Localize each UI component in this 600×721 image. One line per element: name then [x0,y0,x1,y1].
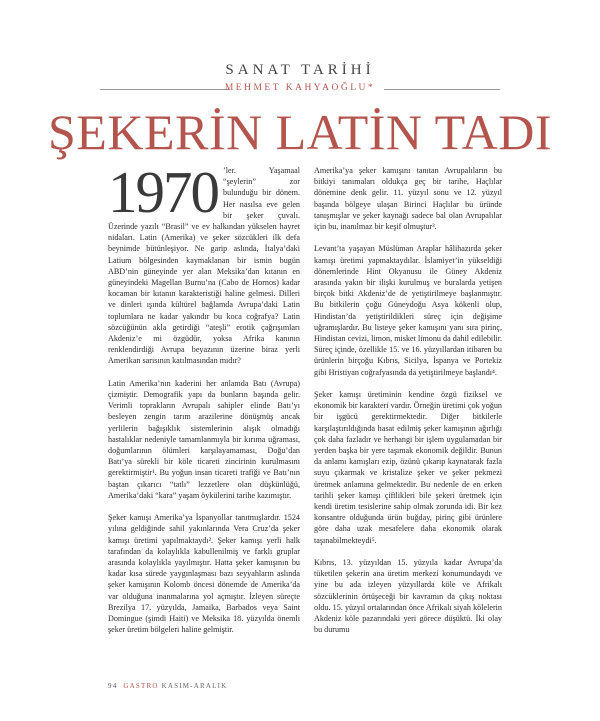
article-column-left [108,159,300,636]
article-paragraph: Şeker kamışı Amerika’ya İspanyollar tanıtmışlardır. 1524 yılına geldiğinde sahil yakınlarında Vera Cruz’da şeker kamışı üretimi yapılmaktaydı². Şeker kamışı yerli halk tarafından da kolaylıkla kabullenilmiş ve farklı gruplar arasında kolaylıkla yayılmıştır. Hatta şeker kamışının bu kadar kısa sürede yaygınlaşması bazı seyyahların aslında şeker kamışının Kolomb öncesi dönemde de Amerika’da var olduğuna inanmalarına yol açmıştır. İzleyen süreçte Brezilya 17. yüzyılda, Jamaika, Barbados veya Saint Domingue (şimdi Haiti) ve Meksika 18. yüzyılda önemli şeker üretim bölgeleri haline gelmiştir. [108,513,300,635]
article-column-right [314,165,502,635]
paragraph-text: ’ler. Yaşamaal “şeylerin” zor bulunduğu bir dönem. Her nasılsa eve gelen bir şeker çuvalı. Üzerinde yazılı “Brasil” ve ev halkından yükselen hayret nidaları. Latin (Amerika) ve şeker sözcükleri ilk defa beynimde bütünleşiyor. Ne garip aslında, İtalya’daki Latium bölgesinden kaymaklanan bir ismin bugün ABD’nin güneyinde yer alan Meksika’dan kıtanın en güneyindeki Magellan Burnu’na (Cabo de Hornos) kadar kocaman bir kıtanın karakteristiği haline gelmesi. Dilleri ve dinleri ışında kültürel bağlamda Avrupa’daki Latin toplumlara ne kadar yakındır bu koca coğrafya? Latin sözcüğünün akla getirdiği “ateşli” erotik çağrışımları Akdeniz’e mi özgüdür, yoksa Afrika kanının renklendirdiği Avrupa beyazının üzerine biraz yerli Amerikan sarısının katılmasından mıdır? [108,166,300,366]
article-paragraph: Şeker kamışı üretiminin kendine özgü fiziksel ve ekonomik bir karakteri vardır. Örneğin üretimi çok yoğun bir işgücü gerektirmektedir. Diğer bitkilerle karşılaştırıldığında hasat edilmiş şeker kamışının ağırlığı çok daha fazladır ve herhangi bir işlem uygulamadan bir yerden başka bir yere taşımak ekonomik değildir. Bunun da anlamı kamışları ezip, özünü çıkarıp kaynatarak fazla suyu çıkarmak ve kristalize şeker ve şeker pekmezi üretmek anlamına gelmektedir. Bu nedenle de en erken tarihli şeker kamışı çiftlikleri bile şekeri üretmek için kendi üretim tesislerine sahip olmak zorunda idi. Bir kez konsantre olduğunda ürün buğday, pirinç gibi ürünlere göre daha uzak mesafelere daha ekonomik olarak taşınabilmekteydi⁵. [314,390,502,545]
article-paragraph [108,159,300,367]
article-paragraph: Kıbrıs, 13. yüzyıldan 15. yüzyıla kadar Avrupa’da tüketilen şekerin ana üretim merkezi konumundaydı ve yine bu ada izleyen yüzyıllarda köle ve Afrikalı sözcüklerinin örtüşeceği bir kavramın da çıkış noktası oldu. 15. yüzyıl ortalarından önce Afrikalı siyah kölelerin Akdeniz köle pazarındaki yeri görece düşüktü. İki olay bu durumu [314,558,502,635]
article-headline: ŞEKERİN LATİN TADI [47,104,553,160]
drop-cap-year: 1970 [108,159,218,225]
article-paragraph: Levant’ta yaşayan Müslüman Araplar hâlihazırda şeker kamışı üretimi yapmaktaydılar. İslamiyet’in yükseldiği dönemlerinde Hint Okyanusu ile Güney Akdeniz arasında yakın bir ilişki kurulmuş ve buralarda yetişen birçok bitki Akdeniz’de de yetiştirilmeye başlanmıştır. Bu bitkilerin çoğu Güneydoğu Asya kökenli olup, Hindistan’da yetiştirildikleri süreç için değişime uğramışlardır. Bu listeye şeker kamışını yanı sıra pirinç, Hindistan cevizi, limon, misket limonu da dahil edilebilir. Süreç içinde, özellikle 15. ve 16. yüzyıllardan itibaren bu ürünlerin birçoğu Kıbrıs, Sicilya, İspanya ve Portekiz gibi Hristiyan coğrafyasında da yetiştirilmeye başlandı⁴. [314,244,502,377]
author-name: MEHMET KAHYAOĞLU* [224,83,376,93]
section-label: SANAT TARİHİ [225,62,375,78]
article-paragraph: Amerika’ya şeker kamışını tanıtan Avrupalıların bu bitkiyi tanımaları oldukça geç bir tarihe, Haçlılar dönemine denk gelir. 11. yüzyıl sonu ve 12. yüzyıl başında bölgeye ulaşan Birinci Haçlılar bu üründe tanışmışlar ve şeker kaynağı sadece bal olan Avrupalılar için bu, inanılmaz bir keşif olmuştur³. [314,166,502,232]
magazine-brand: GASTRO [123,682,159,690]
page-footer [108,682,227,690]
page-number: 94 [108,682,118,690]
article-paragraph: Latin Amerika’nın kaderini her anlamda Batı (Avrupa) çizmiştir. Demografik yapı da bunların başında gelir. Verimli toprakların Avrupalı sahipler elinde Batı’yı besleyen zengin tarım arazilerine dönüşmüş ancak yerlilerin bağışıklık sistemlerinin alışık olmadığı hastalıklar nedeniyle tamamlanmıyla bir kırıma uğraması, doğumlarının ölümleri karşılayamaması, Doğu’dan Batı’ya sürekli bir köle ticareti zincirinin kurulmasını gerektirmiştir¹. Bu yoğun insan ticareti trafiği ve Batı’nın baştan çıkarıcı “tatlı” lezzetlere olan düşkünlüğü, Amerika’daki “kara” yaşam öykülerini tarihe kazımıştır. [108,378,300,500]
author-rule-right [384,89,500,90]
issue-label: KASIM-ARALIK [161,682,228,690]
